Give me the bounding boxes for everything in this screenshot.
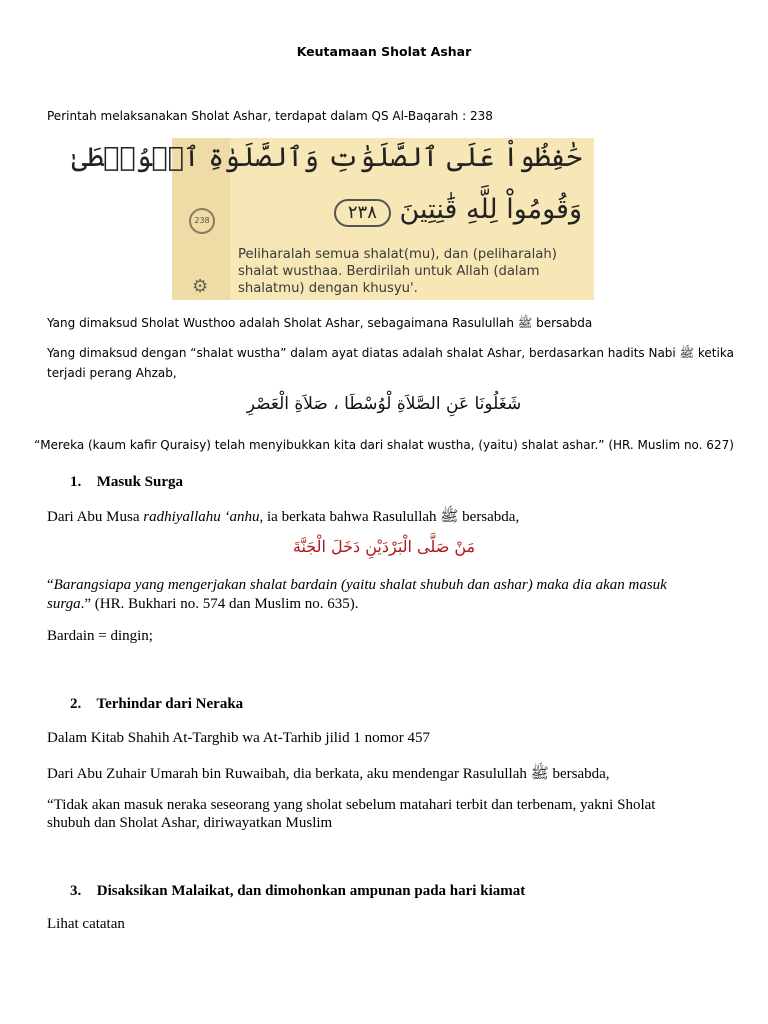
quote-italic: Barangsiapa yang mengerjakan shalat bardain (yaitu shalat shubuh dan ashar) maka dia akan masuk — [53, 577, 667, 593]
hadith-translation: “Mereka (kaum kafir Quraisy) telah menyibukkan kita dari shalat wustha, (yaitu) shalat ashar.” (HR. Muslim no. 627) — [34, 438, 734, 452]
section-number: 3. — [70, 883, 82, 899]
quran-translation: Peliharalah semua shalat(mu), dan (peliharalah) shalat wusthaa. Berdirilah untuk Allah (dalam shalatmu) dengan khusyu'. — [238, 247, 557, 296]
section-2-quote-line-1: “Tidak akan masuk neraka seseorang yang sholat sebelum matahari terbit dan terbenam, yakni Sholat — [47, 797, 656, 813]
section-1-narration — [47, 507, 519, 529]
section-title: Terhindar dari Neraka — [96, 696, 244, 712]
narration-text-end: , ia berkata bahwa Rasulullah ﷺ bersabda, — [259, 509, 520, 525]
gear-icon: ⚙ — [192, 276, 209, 297]
section-3-line-1: Lihat catatan — [47, 916, 125, 932]
section-1-note: Bardain = dingin; — [47, 628, 153, 644]
quran-verse-image — [71, 138, 594, 300]
section-heading-2 — [70, 696, 243, 713]
quran-arabic-line-2-text: وَقُومُواْ لِلَّهِ قَٰنِتِينَ — [399, 194, 582, 225]
ayah-number-icon: 238 — [189, 208, 215, 234]
document-title: Keutamaan Sholat Ashar — [296, 44, 472, 59]
quran-arabic-line-1: حَٰفِظُواْ عَلَى ٱلصَّلَوَٰتِ وَٱلصَّلَوٰةِ ٱلۡوُسۡطَىٰ — [71, 142, 582, 173]
quote-italic-end: surga — [47, 596, 81, 612]
narration-text: Dari Abu Musa — [47, 509, 144, 525]
narration-italic: radhiyallahu ‘anhu — [143, 509, 260, 525]
section-title: Disaksikan Malaikat, dan dimohonkan ampunan pada hari kiamat — [96, 883, 526, 899]
section-2-quote-line-2: shubuh dan Sholat Ashar, diriwayatkan Muslim — [47, 815, 333, 831]
section-1-quote-line-2 — [47, 596, 359, 613]
section-1-arabic: مَنْ صَلَّى الْبَرْدَيْنِ دَخَلَ الْجَنَّةَ — [292, 537, 476, 556]
quote-source: .” (HR. Bukhari no. 574 dan Muslim no. 635). — [80, 596, 359, 612]
section-number: 1. — [70, 474, 82, 490]
section-heading-1 — [70, 474, 183, 491]
wustha-explanation-line-2: terjadi perang Ahzab, — [47, 366, 177, 380]
section-heading-3 — [70, 883, 525, 900]
quran-arabic-line-2 — [324, 194, 582, 227]
wusthoo-explanation: Yang dimaksud Sholat Wusthoo adalah Sholat Ashar, sebagaimana Rasulullah ﷺ bersabda — [47, 316, 593, 330]
ayah-end-marker: ٢٣٨ — [334, 199, 391, 227]
section-2-line-2: Dari Abu Zuhair Umarah bin Ruwaibah, dia berkata, aku mendengar Rasulullah ﷺ bersabda, — [47, 766, 610, 782]
section-2-line-1: Dalam Kitab Shahih At-Targhib wa At-Tarhib jilid 1 nomor 457 — [47, 730, 430, 746]
wustha-explanation-line-1: Yang dimaksud dengan “shalat wustha” dalam ayat diatas adalah shalat Ashar, berdasarkan hadits Nabi ﷺ ketika — [47, 346, 734, 360]
section-1-quote-line-1 — [47, 577, 667, 594]
intro-text: Perintah melaksanakan Sholat Ashar, terdapat dalam QS Al-Baqarah : 238 — [47, 109, 493, 123]
section-number: 2. — [70, 696, 82, 712]
section-title: Masuk Surga — [96, 474, 184, 490]
quote-open: “ — [47, 577, 54, 593]
hadith-arabic-text: شَغَلُونَا عَنِ الصَّلاَةِ لْوُسْطَا ، صَلاَةِ الْعَصْرِ — [246, 394, 522, 414]
